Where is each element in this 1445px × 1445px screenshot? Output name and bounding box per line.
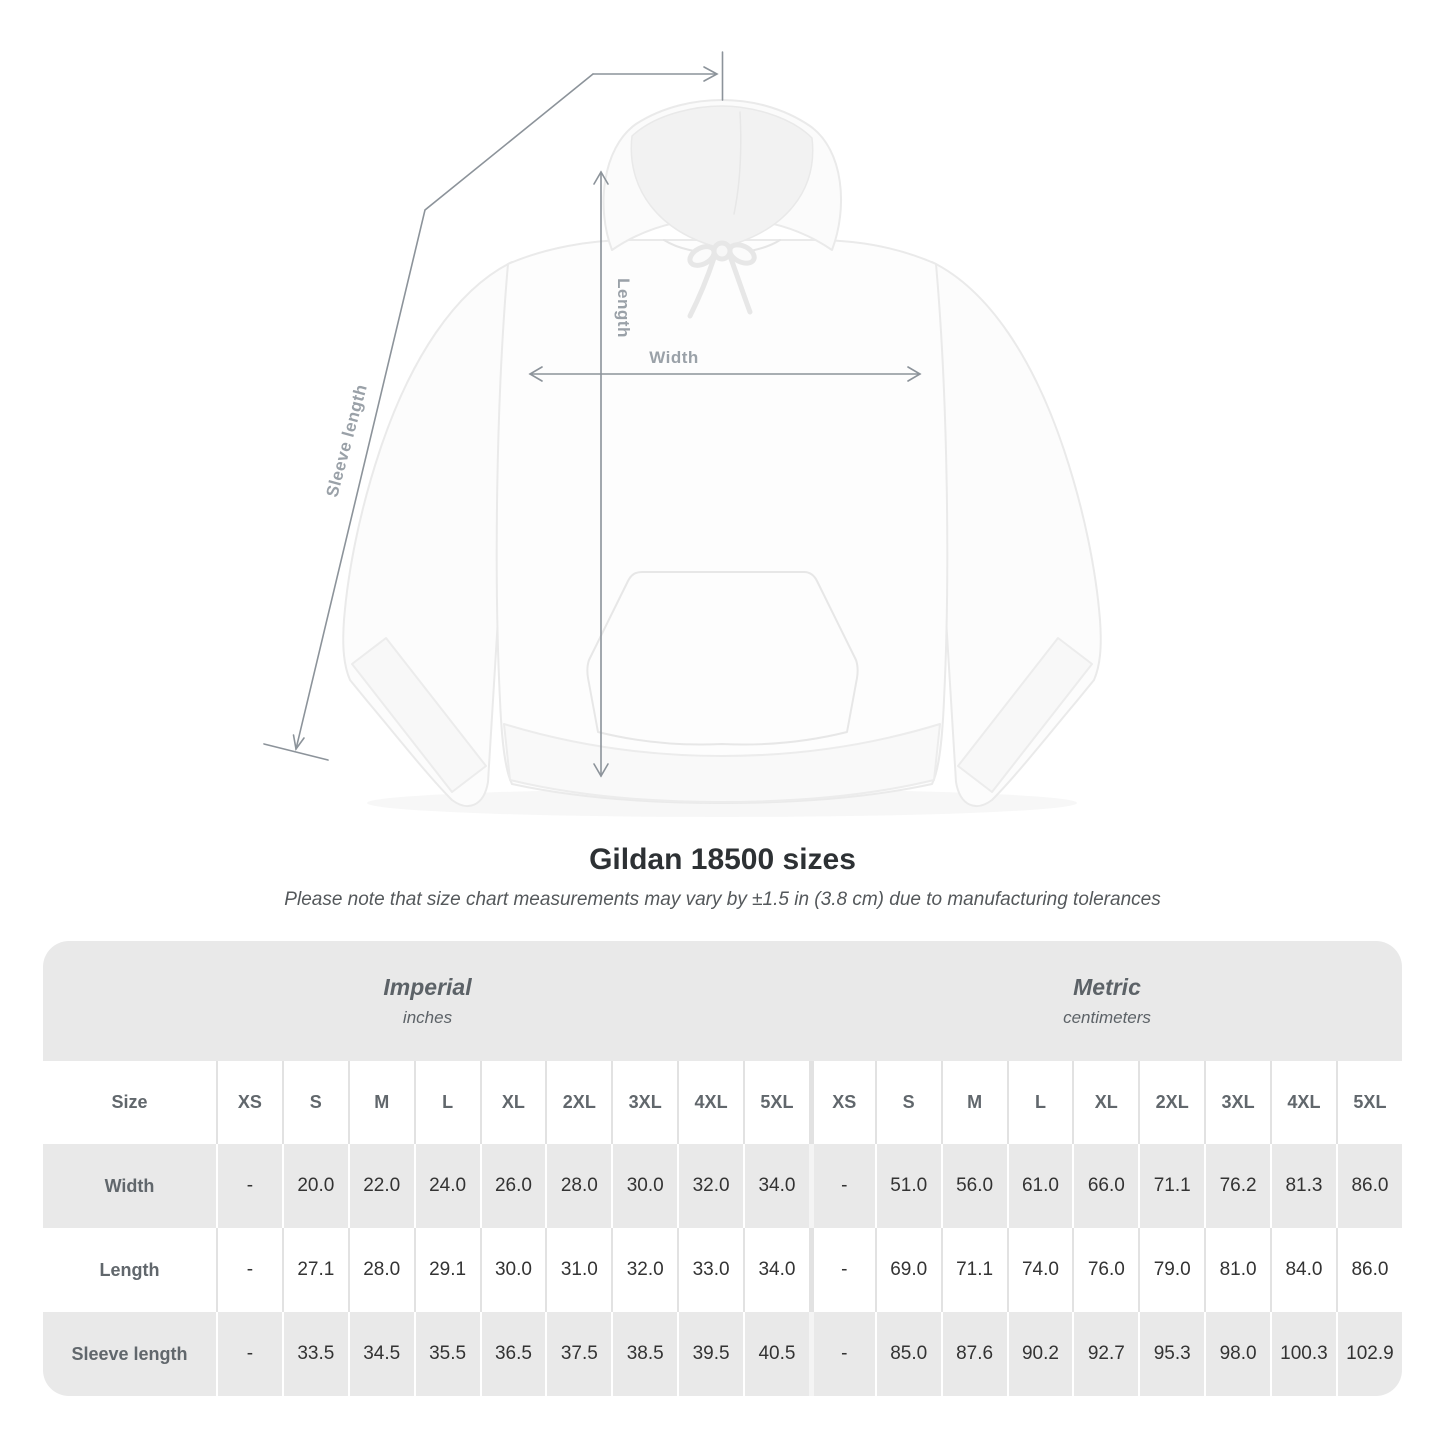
- size-value-cell: 71.1: [1138, 1144, 1204, 1228]
- size-value-cell: -: [809, 1312, 875, 1396]
- table-row: [43, 1144, 1402, 1228]
- col-header-imperial-4xl: 4XL: [677, 1061, 743, 1144]
- table-row: [43, 1228, 1402, 1312]
- hoodie-pocket: [587, 572, 857, 745]
- size-value-cell: 102.9: [1336, 1312, 1402, 1396]
- row-label: Sleeve length: [71, 1343, 188, 1364]
- size-value-cell: 87.6: [941, 1312, 1007, 1396]
- col-header-imperial-s: S: [282, 1061, 348, 1144]
- size-value-cell: 85.0: [875, 1312, 941, 1396]
- page-title: Gildan 18500 sizes: [589, 843, 856, 876]
- units-band: [43, 941, 1402, 1061]
- size-value-cell: 28.0: [545, 1144, 611, 1228]
- size-value-cell: 20.0: [282, 1144, 348, 1228]
- col-header-metric-m: M: [941, 1061, 1007, 1144]
- size-value-cell: 36.5: [480, 1312, 546, 1396]
- size-value-cell: 34.5: [348, 1312, 414, 1396]
- size-value-cell: 40.5: [743, 1312, 809, 1396]
- size-table-body: [43, 1144, 1402, 1396]
- size-value-cell: 100.3: [1270, 1312, 1336, 1396]
- size-value-cell: 66.0: [1072, 1144, 1138, 1228]
- size-value-cell: 56.0: [941, 1144, 1007, 1228]
- size-value-cell: 22.0: [348, 1144, 414, 1228]
- width-measure-label: Width: [649, 348, 699, 367]
- col-header-imperial-3xl: 3XL: [611, 1061, 677, 1144]
- size-value-cell: 28.0: [348, 1228, 414, 1312]
- size-value-cell: 76.0: [1072, 1228, 1138, 1312]
- col-header-imperial-5xl: 5XL: [743, 1061, 809, 1144]
- size-value-cell: 27.1: [282, 1228, 348, 1312]
- tolerance-note: Please note that size chart measurements may vary by ±1.5 in (3.8 cm) due to manufacturing tolerances: [284, 889, 1161, 910]
- size-value-cell: 26.0: [480, 1144, 546, 1228]
- size-value-cell: 95.3: [1138, 1312, 1204, 1396]
- size-column-header: Size: [111, 1092, 148, 1112]
- col-header-metric-s: S: [875, 1061, 941, 1144]
- col-header-metric-2xl: 2XL: [1138, 1061, 1204, 1144]
- size-value-cell: 39.5: [677, 1312, 743, 1396]
- size-value-cell: 30.0: [480, 1228, 546, 1312]
- hoodie-illustration: [343, 100, 1101, 817]
- size-value-cell: 98.0: [1204, 1312, 1270, 1396]
- row-label: Width: [104, 1175, 155, 1196]
- size-value-cell: 84.0: [1270, 1228, 1336, 1312]
- size-value-cell: 30.0: [611, 1144, 677, 1228]
- col-header-imperial-l: L: [414, 1061, 480, 1144]
- size-value-cell: -: [809, 1228, 875, 1312]
- col-header-metric-5xl: 5XL: [1336, 1061, 1402, 1144]
- size-value-cell: 32.0: [611, 1228, 677, 1312]
- size-value-cell: 51.0: [875, 1144, 941, 1228]
- col-header-metric-xs: XS: [809, 1061, 875, 1144]
- size-value-cell: 90.2: [1007, 1312, 1073, 1396]
- size-value-cell: 35.5: [414, 1312, 480, 1396]
- size-value-cell: 61.0: [1007, 1144, 1073, 1228]
- col-header-imperial-xs: XS: [216, 1061, 282, 1144]
- size-value-cell: 33.5: [282, 1312, 348, 1396]
- metric-subtitle: centimeters: [1063, 1008, 1151, 1027]
- sleeve-length-measure-label: Sleeve length: [322, 382, 371, 500]
- size-header-row: [43, 1061, 1402, 1144]
- size-value-cell: 71.1: [941, 1228, 1007, 1312]
- size-value-cell: 31.0: [545, 1228, 611, 1312]
- size-value-cell: -: [216, 1144, 282, 1228]
- size-value-cell: 69.0: [875, 1228, 941, 1312]
- size-value-cell: -: [216, 1312, 282, 1396]
- size-value-cell: 24.0: [414, 1144, 480, 1228]
- metric-title: Metric: [1073, 974, 1141, 1000]
- row-label: Length: [99, 1259, 160, 1280]
- size-value-cell: 33.0: [677, 1228, 743, 1312]
- size-value-cell: 34.0: [743, 1144, 809, 1228]
- size-value-cell: 32.0: [677, 1144, 743, 1228]
- imperial-section-header: [43, 941, 812, 1061]
- size-table: [43, 941, 1402, 1396]
- col-header-metric-3xl: 3XL: [1204, 1061, 1270, 1144]
- col-header-imperial-2xl: 2XL: [545, 1061, 611, 1144]
- size-table-grid: [43, 1061, 1402, 1396]
- size-value-cell: -: [216, 1228, 282, 1312]
- col-header-imperial-xl: XL: [480, 1061, 546, 1144]
- size-value-cell: 86.0: [1336, 1228, 1402, 1312]
- col-header-imperial-m: M: [348, 1061, 414, 1144]
- size-value-cell: 79.0: [1138, 1228, 1204, 1312]
- size-value-cell: -: [809, 1144, 875, 1228]
- col-header-metric-xl: XL: [1072, 1061, 1138, 1144]
- size-value-cell: 92.7: [1072, 1312, 1138, 1396]
- size-value-cell: 74.0: [1007, 1228, 1073, 1312]
- table-row: [43, 1312, 1402, 1396]
- size-value-cell: 37.5: [545, 1312, 611, 1396]
- length-measure-label: Length: [614, 278, 633, 338]
- size-value-cell: 81.0: [1204, 1228, 1270, 1312]
- size-value-cell: 76.2: [1204, 1144, 1270, 1228]
- imperial-title: Imperial: [383, 974, 472, 1000]
- size-value-cell: 38.5: [611, 1312, 677, 1396]
- size-value-cell: 81.3: [1270, 1144, 1336, 1228]
- col-header-metric-4xl: 4XL: [1270, 1061, 1336, 1144]
- col-header-metric-l: L: [1007, 1061, 1073, 1144]
- size-value-cell: 29.1: [414, 1228, 480, 1312]
- metric-section-header: [812, 941, 1402, 1061]
- size-value-cell: 34.0: [743, 1228, 809, 1312]
- imperial-subtitle: inches: [402, 1008, 453, 1027]
- size-value-cell: 86.0: [1336, 1144, 1402, 1228]
